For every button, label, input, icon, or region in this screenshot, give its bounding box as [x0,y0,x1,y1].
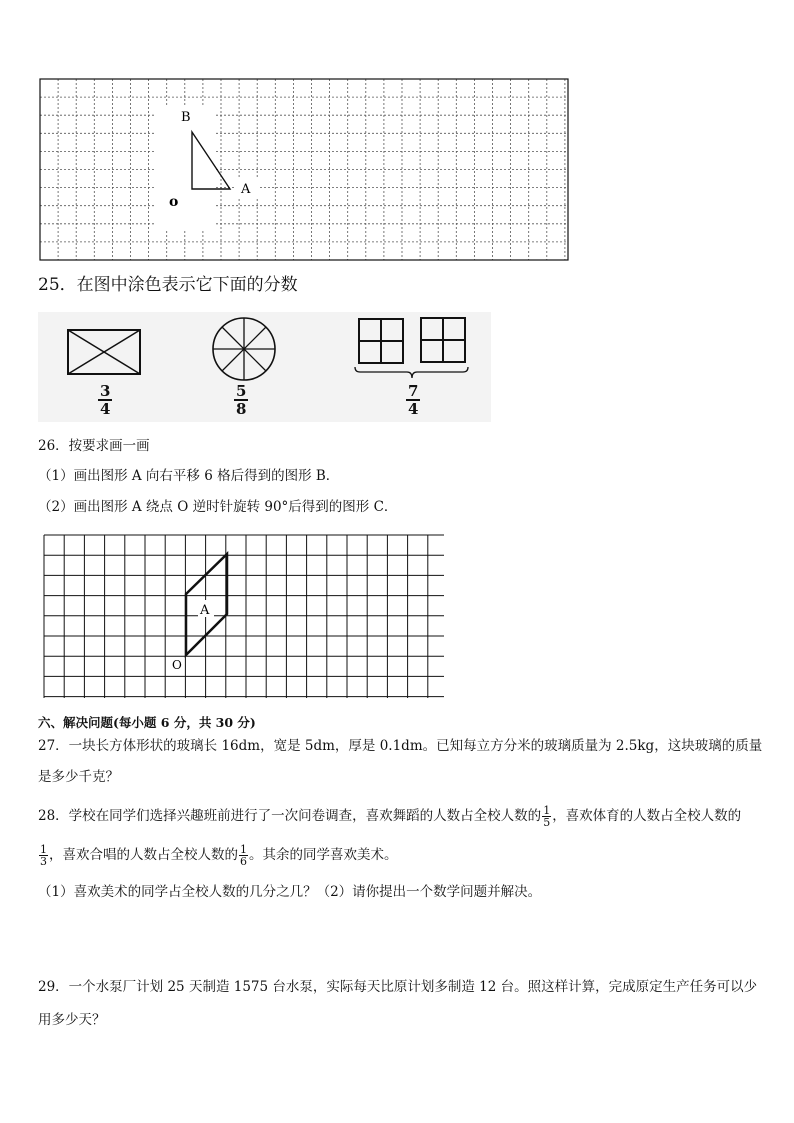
circle-shape [213,318,275,380]
q27-line1: 27．一块长方体形状的玻璃长 16dm，宽是 5dm，厚是 0.1dm。已知每立方分米的玻璃质量为 2.5kg，这块玻璃的质量 [38,738,763,754]
brace [355,367,468,378]
fraction-5-8: $\frac{5}{8}$ [236,382,247,418]
q28-line3: （1）喜欢美术的同学占全校人数的几分之几？（2）请你提出一个数学问题并解决。 [38,884,542,900]
fraction-1-5: $\frac{1}{5}$ [543,804,551,829]
fraction-3-4: $\frac{3}{4}$ [100,382,111,418]
q26-part1: （1）画出图形 A 向右平移 6 格后得到的图形 B． [38,468,340,484]
fraction-7-4: $\frac{7}{4}$ [408,382,419,418]
q28-line2b-text: 。其余的同学喜欢美术。 [249,847,398,863]
fraction-1-3: $\frac{1}{3}$ [40,843,47,868]
q25-text: 25．在图中涂色表示它下面的分数 [38,275,298,295]
grid-figure-triangle [38,77,572,263]
two-squares-shape [355,318,468,378]
section6-title: 六、解决问题(每小题 6 分，共 30 分) [38,715,256,730]
q27-line2: 是多少千克？ [38,769,119,785]
label-b: B [181,110,191,125]
q29-line2: 用多少天？ [38,1012,106,1028]
q28-line1-text: 28．学校在同学们选择兴趣班前进行了一次问卷调查，喜欢舞蹈的人数占全校人数的 [38,808,542,824]
q25-figure-panel [38,312,491,422]
grid-figure-parallelogram [42,533,447,703]
q28-line1b-text: ，喜欢体育的人数占全校人数的 [552,808,742,824]
q26-part2: （2）画出图形 A 绕点 O 逆时针旋转 90°后得到的图形 C． [38,499,398,515]
label-a: A [200,603,210,618]
q29-line1: 29．一个水泵厂计划 25 天制造 1575 台水泵，实际每天比原计划多制造 12 台。照这样计算，完成原定生产任务可以少 [38,979,758,995]
label-o: o [169,194,179,210]
q26-title: 26．按要求画一画 [38,438,150,454]
label-o: O [172,658,182,672]
q28-line2-text: ，喜欢合唱的人数占全校人数的 [49,847,238,863]
q28-line1 [38,803,741,829]
fraction-1-6: $\frac{1}{6}$ [240,843,247,868]
q28-line2 [38,842,398,868]
label-a: A [241,182,251,197]
